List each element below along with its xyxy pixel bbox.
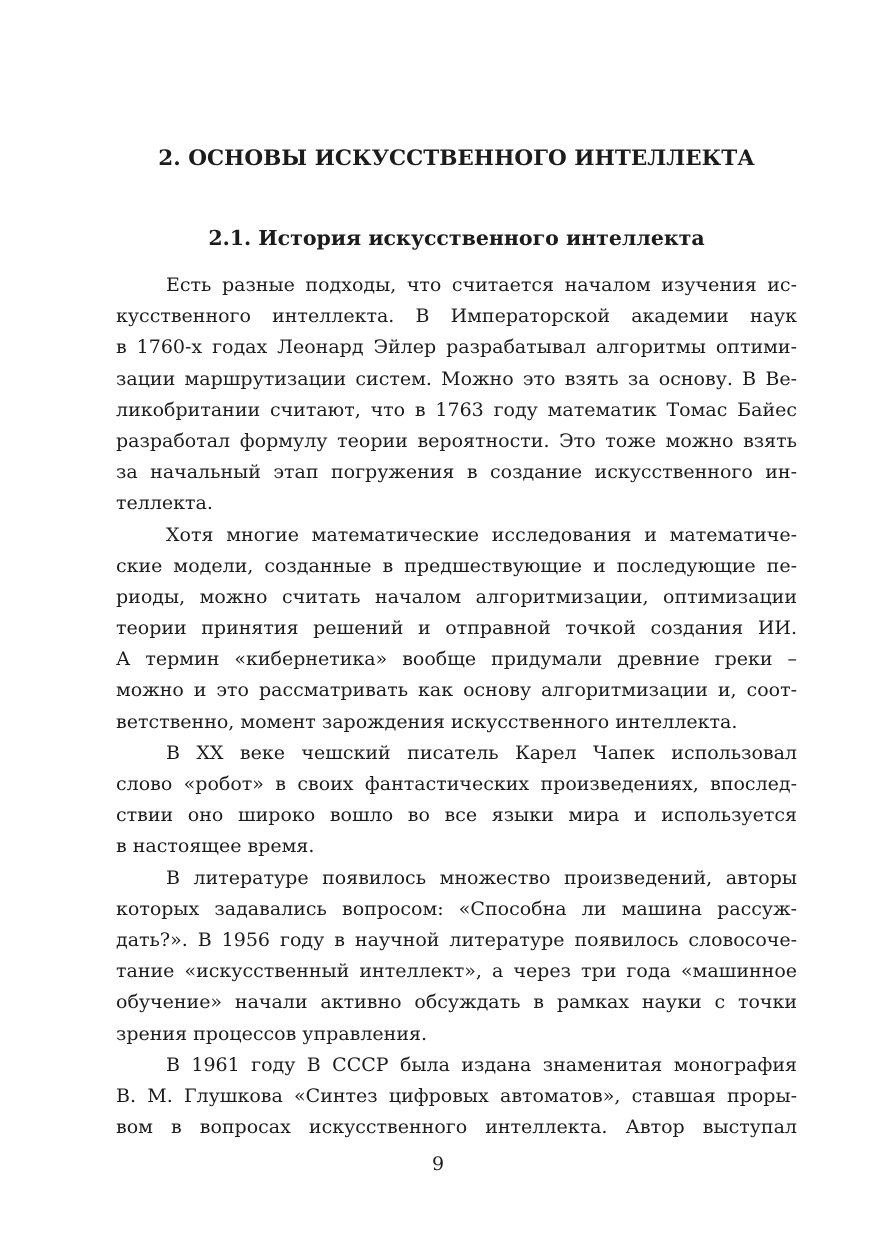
text-line: зрения процессов управления. [116, 1022, 428, 1045]
text-line: Хотя многие математические исследования и математиче- [166, 523, 797, 546]
text-line: в настоящее время. [116, 835, 315, 858]
text-line: в 1760-х годах Леонард Эйлер разрабатывал алгоритмы оптими- [116, 336, 797, 359]
text-line: обучение» начали активно обсуждать в рамках науки с точки [116, 991, 797, 1014]
text-line: разработал формулу теории вероятности. Это тоже можно взять [116, 429, 797, 452]
text-line: вом в вопросах искусственного интеллекта. Автор выступал [116, 1116, 797, 1139]
text-line: риоды, можно считать началом алгоритмизации, оптимизации [116, 585, 797, 608]
text-line: ликобритании считают, что в 1763 году математик Томас Байес [116, 398, 797, 421]
text-line: ские модели, созданные в предшествующие и последующие пе- [116, 554, 797, 577]
text-line: теории принятия решений и отправной точкой создания ИИ. [116, 617, 797, 640]
text-line: дать?». В 1956 году в научной литературе появилось словосоче- [116, 928, 797, 951]
text-line: В литературе появилось множество произведений, авторы [166, 866, 797, 889]
chapter-title: 2. ОСНОВЫ ИСКУССТВЕННОГО ИНТЕЛЛЕКТА [158, 146, 755, 171]
text-line: В XX веке чешский писатель Карел Чапек использовал [166, 741, 797, 764]
text-line: тание «искусственный интеллект», а через три года «машинное [116, 960, 797, 983]
text-line: А термин «кибернетика» вообще придумали древние греки – [116, 648, 797, 671]
text-line: В 1961 году В СССР была издана знаменитая монография [166, 1053, 797, 1076]
body-text [116, 270, 797, 1143]
text-line: Есть разные подходы, что считается началом изучения ис- [166, 274, 797, 296]
text-line: за начальный этап погружения в создание искусственного ин- [116, 461, 797, 484]
page-number: 9 [431, 1153, 445, 1175]
text-line: можно и это рассматривать как основу алгоритмизации и, соот- [116, 679, 797, 702]
text-line: ветственно, момент зарождения искусственного интеллекта. [116, 710, 738, 733]
text-line: ствии оно широко вошло во все языки мира и используется [116, 804, 797, 827]
text-line: В. М. Глушкова «Синтез цифровых автоматов», ставшая проры- [116, 1084, 797, 1107]
text-line: слово «робот» в своих фантастических произведениях, впослед- [116, 773, 797, 795]
text-line: которых задавались вопросом: «Способна ли машина рассуж- [116, 897, 797, 920]
text-line: кусственного интеллекта. В Императорской академии наук [116, 305, 797, 328]
text-line: зации маршрутизации систем. Можно это взять за основу. В Ве- [116, 367, 797, 390]
text-line: теллекта. [116, 492, 213, 515]
section-title: 2.1. История искусственного интеллекта [208, 226, 705, 250]
